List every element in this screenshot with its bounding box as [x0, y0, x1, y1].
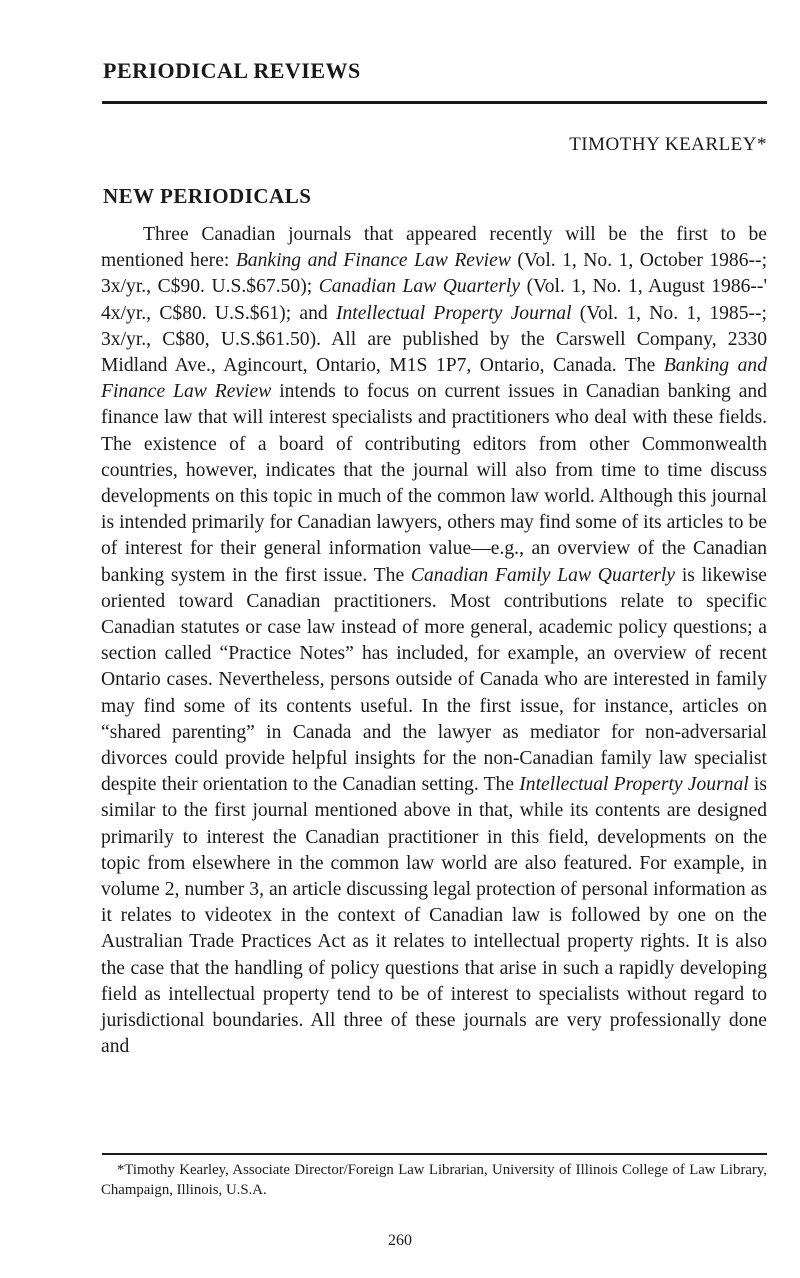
body-text-segment: (Vol. 1, No. 1, 1985--; 3x/yr., C$80, U.S.$61.50). All are published by the Carswell Company, 2330 Midland Ave., Agincourt, Ontario, M1S 1P7, Ontario, Canada. The — [101, 302, 767, 377]
journal-title-banking: Banking and Finance Law Review — [235, 250, 511, 272]
footnote: *Timothy Kearley, Associate Director/Foreign Law Librarian, University of Illinois College of Law Library, Champaign, Illinois, U.S.A. — [101, 1162, 767, 1198]
journal-title-intellectual-property: Intellectual Property Journal — [335, 302, 572, 324]
body-text-segment: (Vol. 1, No. 1, August 1986--' 4x/yr., C$80. U.S.$61); and — [101, 276, 767, 324]
journal-title-canadian-law-quarterly: Canadian Law Quarterly — [318, 276, 521, 298]
journal-title-family-law: Canadian Family Law Quarterly — [410, 564, 676, 586]
footnote-rule — [102, 1153, 767, 1155]
running-head: PERIODICAL REVIEWS — [103, 58, 361, 83]
author-byline: TIMOTHY KEARLEY* — [569, 134, 767, 155]
body-text-segment: Three Canadian journals that appeared recently will be the first to be mentioned here: — [101, 224, 767, 272]
page-number: 260 — [388, 1232, 412, 1249]
body-paragraph — [101, 222, 767, 1061]
body-text-segment: intends to focus on current issues in Canadian banking and finance law that will interest specialists and practitioners who deal with these fields. The existence of a board of contributing editors from other Commonwealth countries, however, indicates that the journal will also from time to time discuss developments on this topic in much of the common law world. Although this journal is intended primarily for Canadian lawyers, others may find some of its articles to be of interest for their general information value—e.g., an overview of the Canadian banking system in the first issue. The — [101, 381, 767, 586]
body-text-segment: is similar to the first journal mentioned above in that, while its contents are designed primarily to interest the Canadian practitioner in this field, developments on the topic from elsewhere in the common law world are also featured. For example, in volume 2, number 3, an article discussing legal protection of personal information as it relates to videotex in the context of Canadian law is followed by one on the Australian Trade Practices Act as it relates to intellectual property rights. It is also the case that the handling of policy questions that arise in such a rapidly developing field as intellectual property tend to be of interest to specialists without regard to jurisdictional boundaries. All three of these journals are very professionally done and — [101, 774, 767, 1058]
journal-title-banking: Banking and Finance Law Review — [101, 355, 767, 403]
section-title: NEW PERIODICALS — [103, 184, 312, 208]
header-rule — [102, 101, 767, 104]
body-text-segment: (Vol. 1, No. 1, October 1986--; 3x/yr., C$90. U.S.$67.50); — [101, 250, 768, 298]
journal-title-intellectual-property: Intellectual Property Journal — [519, 774, 749, 796]
body-text-segment: is likewise oriented toward Canadian practitioners. Most contributions relate to specific Canadian statutes or case law instead of more general, academic policy questions; a section called “Practice Notes” has included, for example, an overview of recent Ontario cases. Nevertheless, persons outside of Canada who are interested in family may find some of its contents useful. In the first issue, for instance, articles on “shared parenting” in Canada and the lawyer as mediator for non-adversarial divorces could provide helpful insights for the non-Canadian family law specialist despite their orientation to the Canadian setting. The — [101, 564, 767, 796]
